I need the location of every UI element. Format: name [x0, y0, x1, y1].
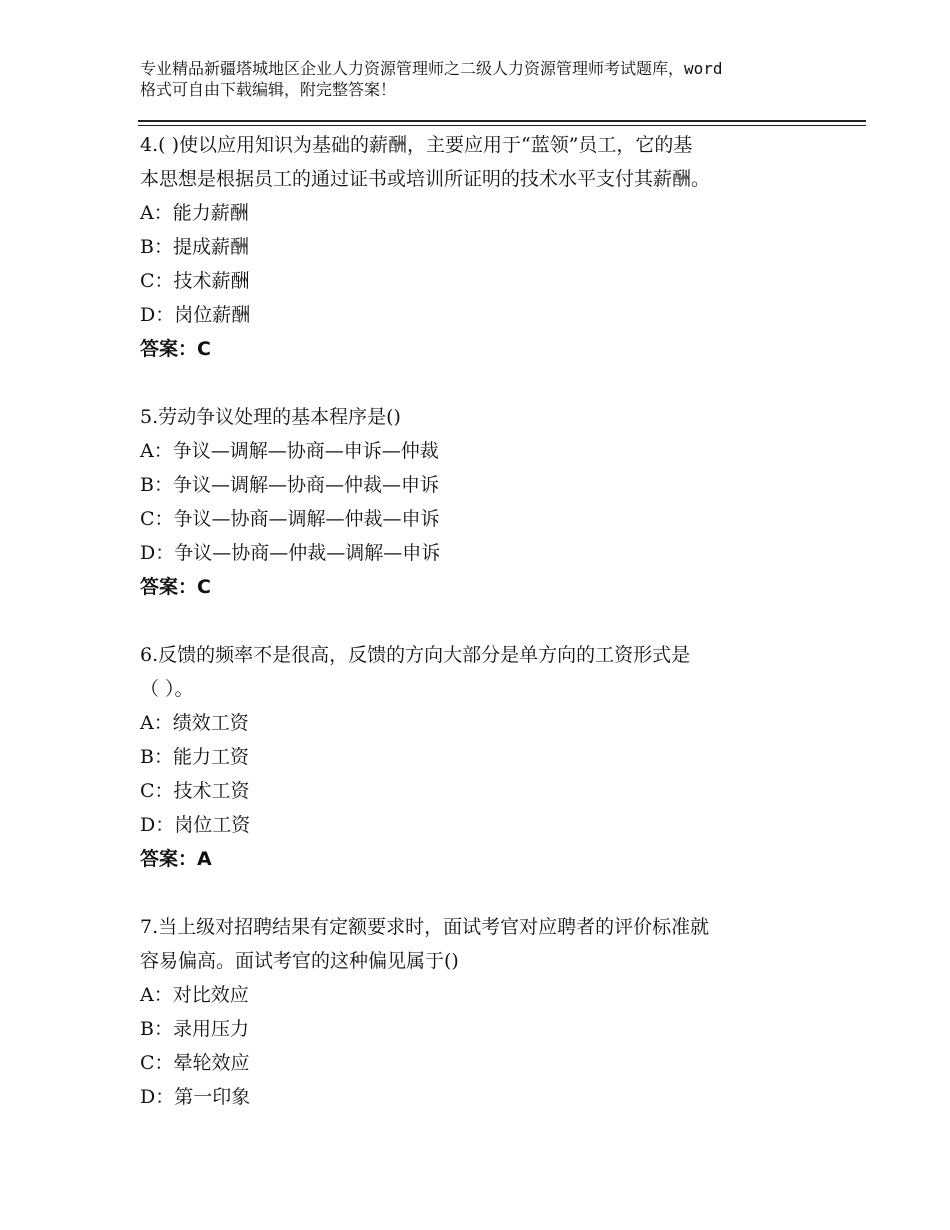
option-b: B：能力工资 [140, 746, 249, 768]
question-text: 4.( )使以应用知识为基础的薪酬，主要应用于“蓝领”员工，它的基 [140, 134, 693, 156]
option-d: D：岗位薪酬 [140, 304, 251, 326]
question-text: 容易偏高。面试考官的这种偏见属于() [140, 950, 459, 972]
option-b: B：争议—调解—协商—仲裁—申诉 [140, 474, 439, 496]
option-c: C：技术薪酬 [140, 270, 250, 292]
answer-line: 答案：A [140, 848, 212, 870]
spacer [140, 604, 840, 638]
option-d: D：争议—协商—仲裁—调解—申诉 [140, 542, 441, 564]
header-rule-thick [138, 120, 866, 122]
question-block [140, 638, 840, 876]
spacer [140, 366, 840, 400]
header-line-1: 专业精品新疆塔城地区企业人力资源管理师之二级人力资源管理师考试题库，word [140, 59, 723, 78]
option-a: A：对比效应 [140, 984, 249, 1006]
option-d: D：第一印象 [140, 1086, 251, 1108]
question-text: 5.劳动争议处理的基本程序是() [140, 406, 401, 428]
option-b: B：录用压力 [140, 1018, 249, 1040]
question-text: 7.当上级对招聘结果有定额要求时，面试考官对应聘者的评价标准就 [140, 916, 710, 938]
option-a: A：能力薪酬 [140, 202, 249, 224]
question-block [140, 910, 840, 1114]
question-list [140, 128, 840, 1114]
answer-line: 答案：C [140, 338, 211, 360]
question-text: （ ）。 [140, 678, 194, 700]
option-c: C：争议—协商—调解—仲裁—申诉 [140, 508, 440, 530]
question-block [140, 128, 840, 366]
question-block [140, 400, 840, 604]
answer-line: 答案：C [140, 576, 211, 598]
header-rule-thin [138, 125, 866, 126]
option-b: B：提成薪酬 [140, 236, 249, 258]
question-text: 6.反馈的频率不是很高，反馈的方向大部分是单方向的工资形式是 [140, 644, 691, 666]
spacer [140, 876, 840, 910]
document-header [140, 58, 830, 100]
option-a: A：争议—调解—协商—申诉—仲裁 [140, 440, 439, 462]
header-line-2: 格式可自由下载编辑，附完整答案！ [140, 80, 397, 99]
option-a: A：绩效工资 [140, 712, 249, 734]
option-c: C：晕轮效应 [140, 1052, 250, 1074]
question-text: 本思想是根据员工的通过证书或培训所证明的技术水平支付其薪酬。 [140, 168, 711, 190]
option-c: C：技术工资 [140, 780, 250, 802]
option-d: D：岗位工资 [140, 814, 251, 836]
